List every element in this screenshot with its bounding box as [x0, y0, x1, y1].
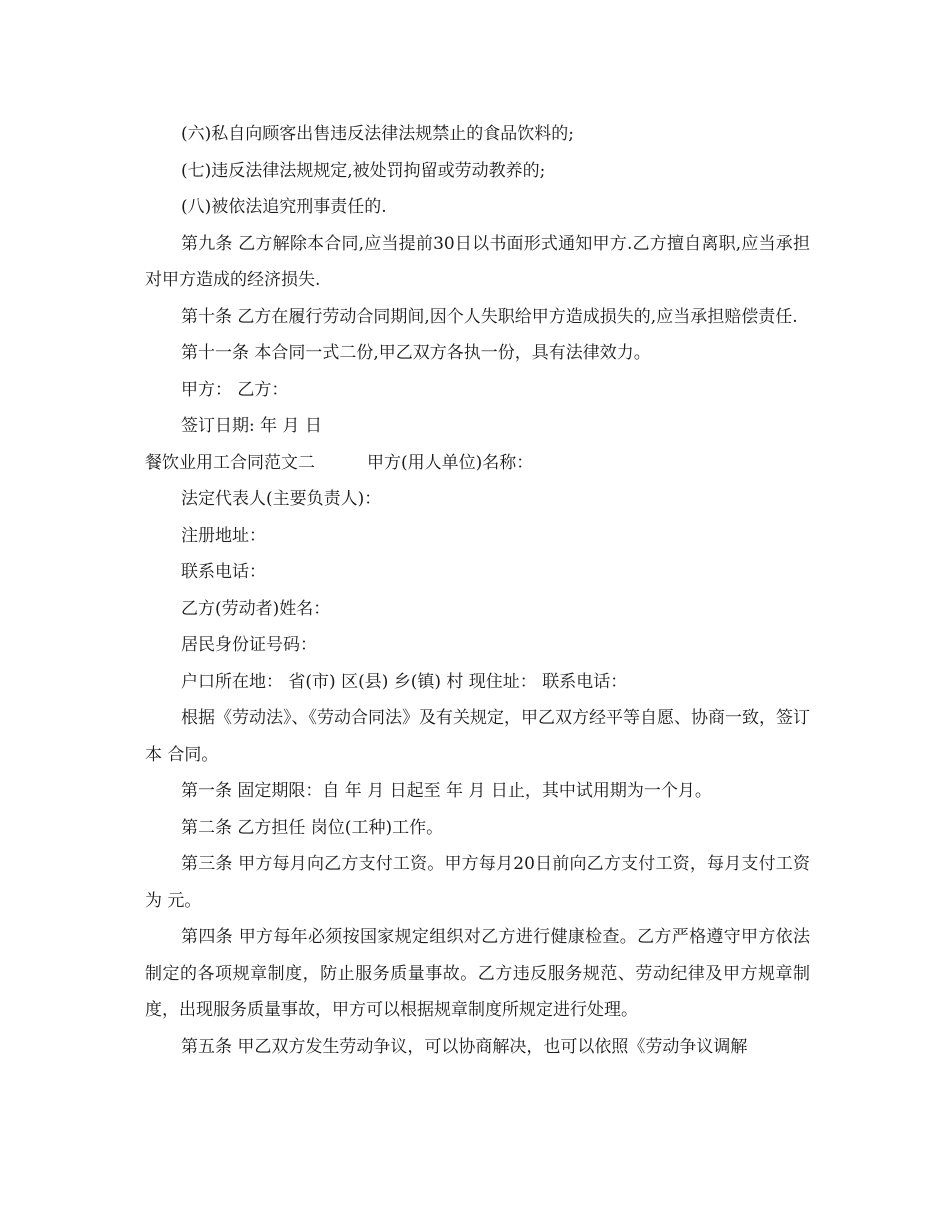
section-title-line — [145, 445, 810, 482]
document-page — [145, 116, 810, 1065]
paragraph-residence: 户口所在地： 省(市) 区(县) 乡(镇) 村 现住址： 联系电话： — [181, 671, 628, 692]
section-title: 餐饮业用工合同范文二 — [145, 452, 315, 473]
paragraph-article-11: 第十一条 本合同一式二份,甲乙双方各执一份，具有法律效力。 — [181, 343, 651, 363]
paragraph-article-2: 第二条 乙方担任 岗位(工种)工作。 — [181, 817, 444, 838]
paragraph-basis: 根据《劳动法》、《劳动合同法》及有关规定，甲乙双方经平等自愿、协商一致，签订本 合同。 — [145, 708, 810, 765]
paragraph-article-4: 第四条 甲方每年必须按国家规定组织对乙方进行健康检查。乙方严格遵守甲方依法制定的各项规章制度，防止服务质量事故。乙方违反服务规范、劳动纪律及甲方规章制度，出现服务质量事故，甲方可以根据规章制度所规定进行处理。 — [145, 927, 810, 1020]
paragraph-clause-6: (六)私自向顾客出售违反法律法规禁止的食品饮料的; — [181, 124, 574, 144]
paragraph-article-10: 第十条 乙方在履行劳动合同期间,因个人失职给甲方造成损失的,应当承担赔偿责任. — [181, 306, 798, 327]
paragraph-clause-8: (八)被依法追究刑事责任的. — [181, 197, 387, 217]
paragraph-registered-address: 注册地址： — [181, 525, 266, 546]
paragraph-signing-date: 签订日期: 年 月 日 — [181, 416, 322, 436]
paragraph-article-5: 第五条 甲乙双方发生劳动争议，可以协商解决，也可以依照《劳动争议调解 — [181, 1036, 748, 1057]
paragraph-legal-rep: 法定代表人(主要负责人)： — [181, 489, 382, 509]
party-a-name-label: 甲方(用人单位)名称： — [367, 452, 534, 473]
paragraph-clause-7: (七)违反法律法规规定,被处罚拘留或劳动教养的; — [181, 160, 546, 181]
paragraph-article-1: 第一条 固定期限：自 年 月 日起至 年 月 日止，其中试用期为一个月。 — [181, 781, 712, 801]
paragraph-id-number: 居民身份证号码： — [181, 635, 317, 655]
paragraph-party-b-name: 乙方(劳动者)姓名： — [181, 598, 331, 619]
paragraph-contact-phone: 联系电话： — [181, 562, 266, 582]
paragraph-article-9: 第九条 乙方解除本合同,应当提前30日以书面形式通知甲方.乙方擅自离职,应当承担对甲方造成的经济损失. — [145, 233, 810, 290]
paragraph-article-3: 第三条 甲方每月向乙方支付工资。甲方每月20日前向乙方支付工资，每月支付工资为 元。 — [145, 854, 810, 911]
paragraph-signatures: 甲方： 乙方： — [181, 379, 289, 400]
